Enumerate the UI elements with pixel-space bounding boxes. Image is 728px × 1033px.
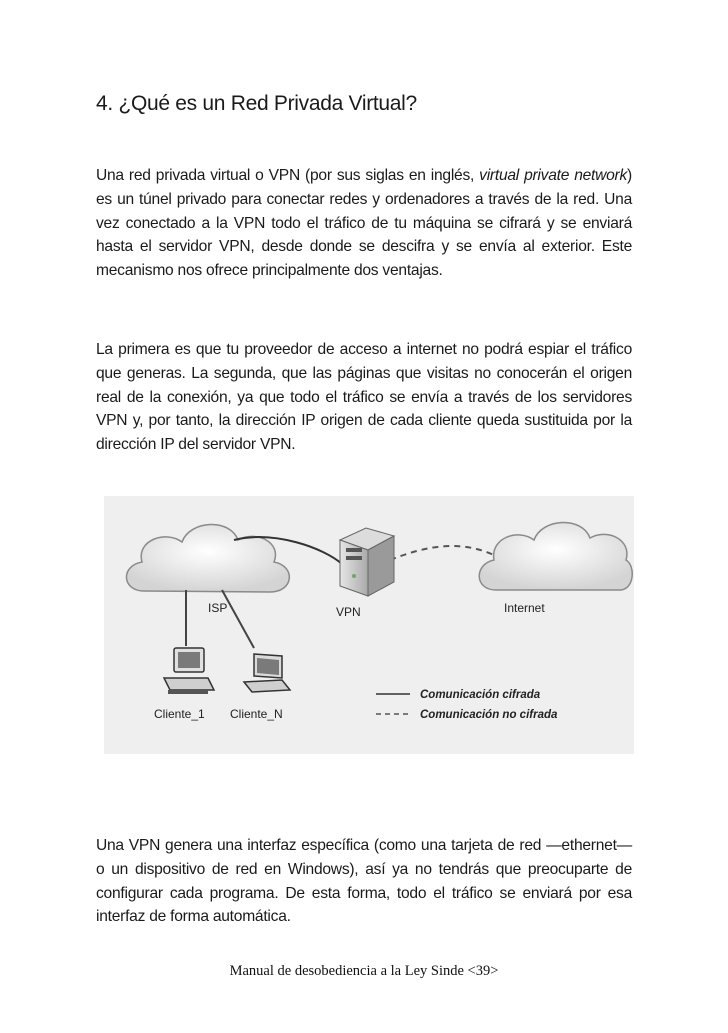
isp-cloud-icon (126, 524, 289, 592)
vpn-diagram (104, 496, 634, 754)
vpn-diagram-svg (104, 496, 634, 754)
legend-unencrypted-label: Comunicación no cifrada (420, 709, 558, 721)
internet-cloud-icon (479, 522, 632, 590)
clientN-label: Cliente_N (230, 707, 283, 721)
desktop-computer-icon (164, 648, 214, 694)
paragraph-interface: Una VPN genera una interfaz específica (como una tarjeta de red —ethernet— o un dispositivo de red en Windows), así ya no tendrás que preocuparte de configurar cada programa. De esta forma, todo el tráfico se enviará por esa interfaz de forma automática. (96, 837, 632, 926)
clientN-link-line (222, 590, 254, 648)
section-heading: 4. ¿Qué es un Red Privada Virtual? (96, 92, 417, 115)
unencrypted-link-line (380, 546, 496, 564)
paragraph-advantages: La primera es que tu proveedor de acceso a internet no podrá espiar el tráfico que generas. La segunda, que las páginas que visitas no conocerán el origen real de la conexión, ya que todo el tráfico se envía a través de los servidores VPN y, por tanto, la dirección IP origen de cada cliente queda sustituida por la dirección IP del servidor VPN. (96, 341, 632, 454)
legend-encrypted-label: Comunicación cifrada (420, 689, 541, 701)
paragraph-vpn-definition (96, 164, 632, 283)
client1-label: Cliente_1 (154, 707, 205, 721)
isp-label: ISP (208, 601, 228, 615)
page-footer: Manual de desobediencia a la Ley Sinde <39> (229, 963, 499, 979)
emphasis-text: virtual private network (479, 167, 628, 184)
vpn-server-icon (340, 528, 394, 596)
paragraph-text: Una red privada virtual o VPN (por sus siglas en inglés, (96, 167, 480, 184)
paragraph-text: ) es un túnel privado para conectar redes y ordenadores a través de la red. Una vez conectado a la VPN todo el tráfico de tu máquina se cifrará y se enviará hasta el servidor VPN, desde donde se descifra y se envía al exterior. Este mecanismo nos ofrece principalmente dos ventajas. (96, 167, 632, 280)
vpn-label: VPN (336, 605, 361, 619)
internet-label: Internet (504, 601, 545, 615)
laptop-icon (244, 654, 290, 692)
